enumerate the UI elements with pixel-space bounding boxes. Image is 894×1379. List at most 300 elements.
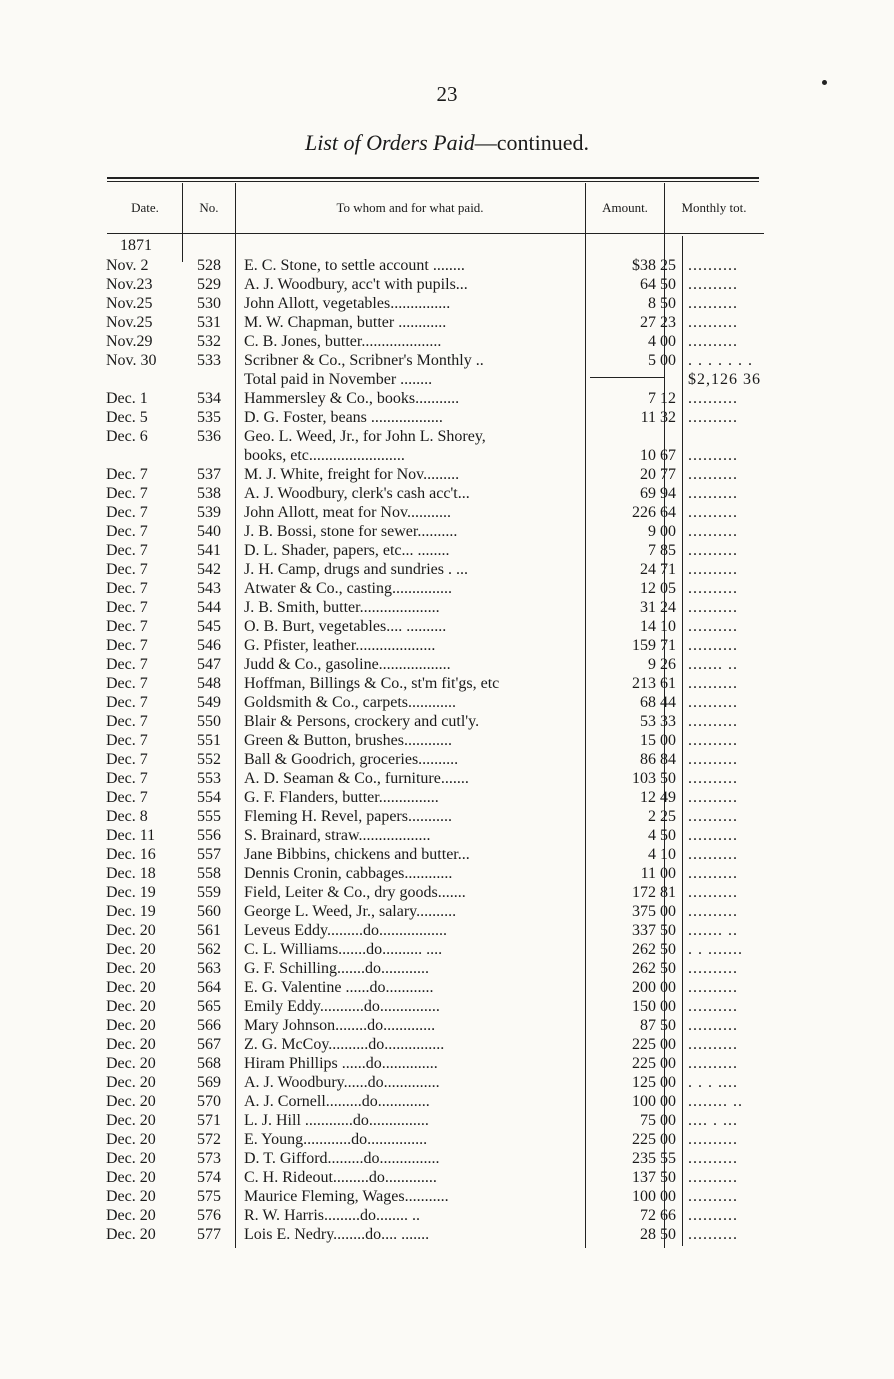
order-date: Nov.23 [106, 276, 153, 293]
order-amount: 27 23 [640, 314, 676, 331]
order-date [106, 446, 182, 465]
table-row [106, 1111, 784, 1130]
order-description: John Allott, vegetables............... [244, 295, 451, 312]
monthly-total: .......... [688, 1226, 738, 1243]
monthly-total: .......... [688, 599, 738, 616]
order-number: 553 [197, 770, 221, 787]
order-number: 575 [197, 1188, 221, 1205]
order-date: Dec. 20 [106, 960, 156, 977]
order-amount: 11 32 [640, 409, 676, 426]
table-row [106, 1206, 784, 1225]
monthly-total: .......... [688, 257, 738, 274]
table-row [106, 655, 784, 674]
table-row [106, 940, 784, 959]
order-number: 550 [197, 713, 221, 730]
order-number: 530 [197, 295, 221, 312]
order-description: A. J. Cornell.........do............. [244, 1093, 430, 1110]
order-date: Dec. 7 [106, 561, 148, 578]
table-row [106, 465, 784, 484]
monthly-total: .......... [688, 295, 738, 312]
order-number: 535 [197, 409, 221, 426]
order-description: Field, Leiter & Co., dry goods....... [244, 884, 466, 901]
order-description: J. B. Smith, butter.................... [244, 599, 440, 616]
monthly-total: .......... [688, 390, 738, 407]
order-number: 547 [197, 656, 221, 673]
order-date: Dec. 8 [106, 808, 148, 825]
page-number: 23 [436, 82, 458, 106]
order-description: L. J. Hill ............do............... [244, 1112, 429, 1129]
order-date: Dec. 20 [106, 1188, 156, 1205]
monthly-total: .......... [688, 1188, 738, 1205]
order-date: Dec. 20 [106, 1055, 156, 1072]
order-number [182, 370, 236, 389]
table-row [106, 712, 784, 731]
order-date: Dec. 20 [106, 1036, 156, 1053]
order-number: 555 [197, 808, 221, 825]
order-date: Dec. 7 [106, 485, 148, 502]
monthly-total: .......... [688, 333, 738, 350]
order-amount: 87 50 [640, 1017, 676, 1034]
order-description: E. Young............do............... [244, 1131, 428, 1148]
order-amount: 14 10 [640, 618, 676, 635]
order-amount: 4 10 [648, 846, 676, 863]
monthly-total: .......... [688, 504, 738, 521]
order-number: 551 [197, 732, 221, 749]
table-row [106, 731, 784, 750]
monthly-total: .......... [688, 466, 738, 483]
table-row [106, 313, 784, 332]
header-rule-top [107, 177, 759, 179]
table-row [106, 1187, 784, 1206]
table-row [106, 864, 784, 883]
order-date: Dec. 18 [106, 865, 156, 882]
table-row [106, 674, 784, 693]
order-date: Dec. 19 [106, 884, 156, 901]
order-description: G. F. Schilling.......do............ [244, 960, 429, 977]
order-amount: 235 55 [632, 1150, 676, 1167]
monthly-total: .... . ... [688, 1112, 738, 1129]
order-number: 546 [197, 637, 221, 654]
table-row [106, 1016, 784, 1035]
table-row [106, 332, 784, 351]
monthly-total: .......... [688, 694, 738, 711]
order-number: 531 [197, 314, 221, 331]
order-date: Nov. 30 [106, 352, 157, 369]
table-row [106, 256, 784, 275]
order-description: C. H. Rideout.........do............. [244, 1169, 437, 1186]
monthly-total: .......... [688, 409, 738, 426]
order-description: George L. Weed, Jr., salary.......... [244, 903, 457, 920]
year-label: 1871 [120, 237, 152, 254]
order-number: 574 [197, 1169, 221, 1186]
monthly-total: .......... [688, 998, 738, 1015]
order-number: 576 [197, 1207, 221, 1224]
order-description: Geo. L. Weed, Jr., for John L. Shorey, [244, 428, 486, 445]
order-amount: 150 00 [632, 998, 676, 1015]
column-divider [182, 183, 183, 262]
order-description: Green & Button, brushes............ [244, 732, 452, 749]
order-number: 540 [197, 523, 221, 540]
order-amount: 337 50 [632, 922, 676, 939]
order-number: 557 [197, 846, 221, 863]
order-description: Hammersley & Co., books........... [244, 390, 460, 407]
order-number: 572 [197, 1131, 221, 1148]
order-amount: 15 00 [640, 732, 676, 749]
order-number: 549 [197, 694, 221, 711]
order-description: Blair & Persons, crockery and cutl'y. [244, 713, 480, 730]
header-monthly: Monthly tot. [681, 200, 747, 215]
order-date: Dec. 7 [106, 770, 148, 787]
order-description: E. G. Valentine ......do............ [244, 979, 434, 996]
order-date: Dec. 19 [106, 903, 156, 920]
order-description: M. J. White, freight for Nov......... [244, 466, 460, 483]
order-description: Leveus Eddy.........do................. [244, 922, 447, 939]
monthly-total: .......... [688, 618, 738, 635]
order-number: 573 [197, 1150, 221, 1167]
order-amount: 11 00 [640, 865, 676, 882]
monthly-total: . . ....... [688, 941, 743, 958]
monthly-total: ....... .. [688, 656, 738, 673]
monthly-total: .......... [688, 523, 738, 540]
order-number: 552 [197, 751, 221, 768]
order-date: Dec. 7 [106, 694, 148, 711]
order-date: Dec. 7 [106, 789, 148, 806]
monthly-total: .......... [688, 561, 738, 578]
order-date: Dec. 7 [106, 599, 148, 616]
monthly-total: .......... [688, 542, 738, 559]
order-description: Goldsmith & Co., carpets............ [244, 694, 456, 711]
monthly-total: . . . . . . . [688, 352, 753, 369]
order-date: Nov.25 [106, 295, 153, 312]
monthly-total: $2,126 36 [688, 371, 761, 388]
order-amount [596, 370, 682, 389]
order-number: 569 [197, 1074, 221, 1091]
order-number: 560 [197, 903, 221, 920]
order-date: Dec. 7 [106, 542, 148, 559]
table-row [106, 883, 784, 902]
order-number: 544 [197, 599, 221, 616]
order-number: 536 [197, 428, 221, 445]
order-number: 532 [197, 333, 221, 350]
order-date: Dec. 16 [106, 846, 156, 863]
order-amount: 69 94 [640, 485, 676, 502]
monthly-total: . . . .... [688, 1074, 738, 1091]
order-date: Nov. 2 [106, 257, 149, 274]
table-row [106, 1073, 784, 1092]
monthly-total: .......... [688, 903, 738, 920]
order-description: C. B. Jones, butter.................... [244, 333, 442, 350]
orders-table [106, 256, 784, 1244]
order-amount: 31 24 [640, 599, 676, 616]
order-amount: 200 00 [632, 979, 676, 996]
order-number: 567 [197, 1036, 221, 1053]
order-date: Dec. 20 [106, 998, 156, 1015]
order-amount: 137 50 [632, 1169, 676, 1186]
order-description: G. Pfister, leather.................... [244, 637, 436, 654]
order-description: A. J. Woodbury......do.............. [244, 1074, 440, 1091]
order-number: 554 [197, 789, 221, 806]
order-date: Dec. 20 [106, 1112, 156, 1129]
order-date: Dec. 5 [106, 409, 148, 426]
order-number: 545 [197, 618, 221, 635]
header-rule-top-thin [107, 181, 759, 182]
table-row [106, 788, 784, 807]
order-amount: 4 00 [648, 333, 676, 350]
monthly-total: .......... [688, 675, 738, 692]
table-row [106, 845, 784, 864]
order-amount: 213 61 [632, 675, 676, 692]
order-date: Dec. 20 [106, 941, 156, 958]
order-date: Nov.25 [106, 314, 153, 331]
table-row [106, 389, 784, 408]
order-date: Dec. 20 [106, 1150, 156, 1167]
order-date: Dec. 20 [106, 1169, 156, 1186]
monthly-total: ........ .. [688, 1093, 743, 1110]
order-description: D. G. Foster, beans .................. [244, 409, 443, 426]
order-description: Lois E. Nedry........do.... ....... [244, 1226, 430, 1243]
table-row [106, 769, 784, 788]
order-description: Fleming H. Revel, papers........... [244, 808, 452, 825]
order-description: D. L. Shader, papers, etc... ........ [244, 542, 450, 559]
monthly-total: .......... [688, 1055, 738, 1072]
order-date: Dec. 7 [106, 637, 148, 654]
order-description: Maurice Fleming, Wages........... [244, 1188, 449, 1205]
monthly-total: .......... [688, 314, 738, 331]
table-row [106, 693, 784, 712]
monthly-total: .......... [688, 447, 738, 464]
order-amount: 75 00 [640, 1112, 676, 1129]
order-number: 571 [197, 1112, 221, 1129]
monthly-total: .......... [688, 637, 738, 654]
monthly-total: .......... [688, 789, 738, 806]
header-amount: Amount. [602, 200, 648, 215]
monthly-total: .......... [688, 580, 738, 597]
monthly-total: .......... [688, 865, 738, 882]
order-amount: 53 33 [640, 713, 676, 730]
order-number: 558 [197, 865, 221, 882]
order-date [106, 370, 182, 389]
order-number: 577 [197, 1226, 221, 1243]
monthly-total: .......... [688, 770, 738, 787]
order-date: Dec. 1 [106, 390, 148, 407]
order-number [182, 446, 236, 465]
table-row [106, 294, 784, 313]
table-row [106, 807, 784, 826]
order-description: E. C. Stone, to settle account ........ [244, 257, 465, 274]
monthly-total: .......... [688, 485, 738, 502]
order-date: Dec. 20 [106, 1074, 156, 1091]
order-description: Scribner & Co., Scribner's Monthly .. [244, 352, 484, 369]
order-description: Z. G. McCoy..........do............... [244, 1036, 445, 1053]
order-date: Dec. 20 [106, 1207, 156, 1224]
order-number: 563 [197, 960, 221, 977]
order-number: 570 [197, 1093, 221, 1110]
table-row [106, 427, 784, 446]
table-row [106, 1168, 784, 1187]
order-amount: 262 50 [632, 941, 676, 958]
monthly-total: .......... [688, 1131, 738, 1148]
order-description: Dennis Cronin, cabbages............ [244, 865, 453, 882]
table-row [106, 1092, 784, 1111]
table-row [106, 617, 784, 636]
order-description: J. B. Bossi, stone for sewer.......... [244, 523, 458, 540]
monthly-total: .......... [688, 827, 738, 844]
order-amount: 8 50 [648, 295, 676, 312]
order-date: Dec. 6 [106, 428, 148, 445]
monthly-total: .......... [688, 1169, 738, 1186]
order-number: 543 [197, 580, 221, 597]
order-date: Dec. 7 [106, 751, 148, 768]
order-description: books, etc........................ [244, 447, 405, 464]
table-row [106, 959, 784, 978]
order-amount: 28 50 [640, 1226, 676, 1243]
monthly-total: .......... [688, 960, 738, 977]
order-description: Mary Johnson........do............. [244, 1017, 436, 1034]
order-number: 542 [197, 561, 221, 578]
order-date: Dec. 7 [106, 618, 148, 635]
order-number: 566 [197, 1017, 221, 1034]
order-amount: 9 26 [648, 656, 676, 673]
table-row [106, 370, 784, 389]
order-description: C. L. Williams.......do.......... .... [244, 941, 443, 958]
order-number: 533 [197, 352, 221, 369]
order-description: Jane Bibbins, chickens and butter... [244, 846, 470, 863]
order-amount: 10 67 [640, 447, 676, 464]
order-amount: 2 25 [648, 808, 676, 825]
monthly-total: .......... [688, 979, 738, 996]
table-row [106, 503, 784, 522]
order-description: Ball & Goodrich, groceries.......... [244, 751, 459, 768]
table-row [106, 275, 784, 294]
order-number: 541 [197, 542, 221, 559]
header-description: To whom and for what paid. [336, 200, 484, 215]
monthly-total: ....... .. [688, 922, 738, 939]
order-amount: 72 66 [640, 1207, 676, 1224]
order-amount: 9 00 [648, 523, 676, 540]
order-number: 561 [197, 922, 221, 939]
order-date: Dec. 7 [106, 732, 148, 749]
order-description: R. W. Harris.........do........ .. [244, 1207, 420, 1224]
order-description: Hiram Phillips ......do.............. [244, 1055, 438, 1072]
table-row [106, 560, 784, 579]
order-description: Hoffman, Billings & Co., st'm fit'gs, etc [244, 675, 500, 692]
monthly-total: .......... [688, 884, 738, 901]
monthly-total: .......... [688, 713, 738, 730]
order-amount: 375 00 [632, 903, 676, 920]
order-number: 556 [197, 827, 221, 844]
order-number: 537 [197, 466, 221, 483]
table-row [106, 579, 784, 598]
order-amount: 64 50 [640, 276, 676, 293]
order-description: John Allott, meat for Nov........... [244, 504, 451, 521]
order-amount [596, 427, 682, 446]
monthly-total [682, 427, 784, 446]
order-number: 562 [197, 941, 221, 958]
order-amount: 225 00 [632, 1055, 676, 1072]
order-date: Dec. 20 [106, 1017, 156, 1034]
order-description: O. B. Burt, vegetables.... .......... [244, 618, 447, 635]
order-date: Dec. 7 [106, 713, 148, 730]
order-amount: 100 00 [632, 1093, 676, 1110]
order-description: S. Brainard, straw.................. [244, 827, 431, 844]
order-description: M. W. Chapman, butter ............ [244, 314, 447, 331]
order-amount: 68 44 [640, 694, 676, 711]
order-description: A. J. Woodbury, clerk's cash acc't... [244, 485, 470, 502]
title-rest: —continued. [474, 130, 589, 155]
table-row [106, 408, 784, 427]
order-amount: 12 49 [640, 789, 676, 806]
order-description: A. J. Woodbury, acc't with pupils... [244, 276, 468, 293]
order-amount: 172 81 [632, 884, 676, 901]
order-description: Atwater & Co., casting............... [244, 580, 452, 597]
order-number: 528 [197, 257, 221, 274]
order-amount: 226 64 [632, 504, 676, 521]
order-description: Total paid in November ........ [244, 371, 433, 388]
order-date: Nov.29 [106, 333, 153, 350]
table-row [106, 902, 784, 921]
order-amount: 100 00 [632, 1188, 676, 1205]
ink-mark [822, 80, 827, 85]
order-amount: 86 84 [640, 751, 676, 768]
monthly-total: .......... [688, 846, 738, 863]
monthly-total: .......... [688, 751, 738, 768]
order-amount: 225 00 [632, 1036, 676, 1053]
table-row [106, 997, 784, 1016]
order-description: G. F. Flanders, butter............... [244, 789, 439, 806]
table-row [106, 484, 784, 503]
order-description: A. D. Seaman & Co., furniture....... [244, 770, 469, 787]
page-title [0, 130, 894, 156]
order-date: Dec. 7 [106, 675, 148, 692]
header-rule-bottom [107, 233, 764, 234]
table-row [106, 1149, 784, 1168]
order-date: Dec. 7 [106, 466, 148, 483]
order-date: Dec. 20 [106, 1093, 156, 1110]
table-row [106, 446, 784, 465]
order-date: Dec. 11 [106, 827, 156, 844]
monthly-total: .......... [688, 1017, 738, 1034]
table-row [106, 1035, 784, 1054]
order-date: Dec. 20 [106, 979, 156, 996]
table-row [106, 541, 784, 560]
order-amount: 262 50 [632, 960, 676, 977]
order-number: 538 [197, 485, 221, 502]
order-number: 529 [197, 276, 221, 293]
order-number: 565 [197, 998, 221, 1015]
order-amount: 12 05 [640, 580, 676, 597]
table-row [106, 978, 784, 997]
monthly-total: .......... [688, 732, 738, 749]
order-description: J. H. Camp, drugs and sundries . ... [244, 561, 468, 578]
order-date: Dec. 20 [106, 922, 156, 939]
order-date: Dec. 7 [106, 580, 148, 597]
order-amount: 4 50 [648, 827, 676, 844]
monthly-total: .......... [688, 1207, 738, 1224]
header-date: Date. [131, 200, 159, 215]
table-row [106, 351, 784, 370]
order-date: Dec. 20 [106, 1131, 156, 1148]
monthly-total: .......... [688, 1036, 738, 1053]
title-italic: List of Orders Paid [305, 130, 475, 155]
monthly-total: .......... [688, 276, 738, 293]
order-amount: 7 85 [648, 542, 676, 559]
table-row [106, 826, 784, 845]
table-row [106, 522, 784, 541]
order-amount: 125 00 [632, 1074, 676, 1091]
order-description: Emily Eddy...........do............... [244, 998, 440, 1015]
order-number: 559 [197, 884, 221, 901]
order-date: Dec. 7 [106, 523, 148, 540]
